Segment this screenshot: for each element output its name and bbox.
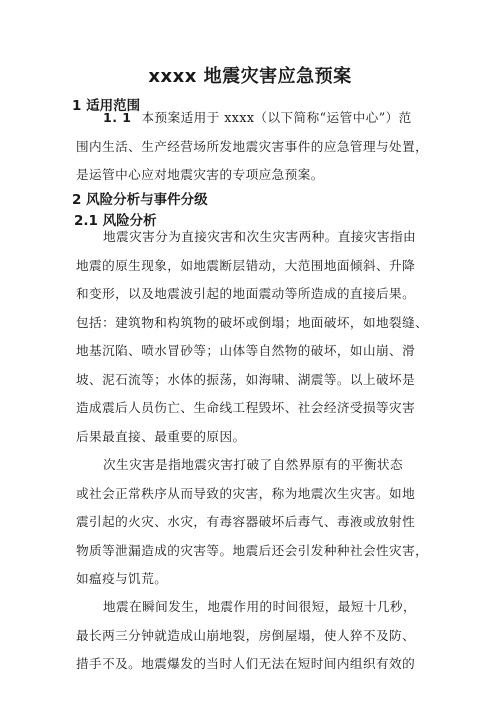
paragraph-line: 次生灾害是指地震灾害打破了自然界原有的平衡状态 bbox=[103, 457, 404, 472]
document-title: xxxx 地震灾害应急预案 bbox=[148, 66, 352, 87]
paragraph-line: 后果最直接、最重要的原因。 bbox=[76, 428, 246, 444]
clause-line-2: 围内生活、生产经营场所发地震灾害事件的应急管理与处置， bbox=[76, 138, 429, 154]
section-2-1-heading: 2.1 风险分析 bbox=[74, 213, 157, 229]
risk-paragraph-3 bbox=[76, 593, 436, 679]
clause-line-3: 是运管中心应对地震灾害的专项应急预案。 bbox=[76, 167, 324, 182]
paragraph-line: 造成震后人员伤亡、生命线工程毁坏、社会经济受损等灾害 bbox=[76, 400, 416, 415]
paragraph-line: 包括：建筑物和构筑物的破坏或倒塌；地面破坏，如地裂缝、 bbox=[76, 314, 429, 330]
paragraph-line: 如瘟疫与饥荒。 bbox=[76, 571, 168, 586]
paragraph-line: 最长两三分钟就造成山崩地裂，房倒屋塌，使人猝不及防、 bbox=[76, 627, 416, 643]
risk-paragraph-2 bbox=[76, 451, 436, 594]
paragraph-line: 物质等泄漏造成的灾害等。地震后还会引发种种社会性灾害， bbox=[76, 542, 429, 558]
paragraph-line: 地基沉陷、喷水冒砂等；山体等自然物的破坏，如山崩、滑 bbox=[76, 343, 416, 358]
clause-text: 本预案适用于 xxxx（以下简称“运管中心”）范 bbox=[141, 110, 412, 125]
section-2-heading: 2 风险分析与事件分级 bbox=[72, 192, 208, 208]
risk-paragraph-1 bbox=[76, 223, 436, 451]
paragraph-line: 坡、泥石流等；水体的振荡，如海啸、湖震等。以上破坏是 bbox=[76, 371, 416, 387]
section-1-clause bbox=[76, 104, 436, 190]
paragraph-line: 地震灾害分为直接灾害和次生灾害两种。直接灾害指由 bbox=[103, 229, 417, 244]
paragraph-line: 震引起的火灾、水灾，有毒容器破坏后毒气、毒液或放射性 bbox=[76, 514, 416, 529]
section-1-heading: 1 适用范围 bbox=[72, 98, 141, 114]
paragraph-line: 和变形，以及地震波引起的地面震动等所造成的直接后果。 bbox=[76, 286, 416, 301]
paragraph-line: 地震的原生现象，如地震断层错动，大范围地面倾斜、升降 bbox=[76, 257, 416, 273]
clause-number: 1. 1 bbox=[103, 110, 132, 125]
clause-line-1 bbox=[76, 104, 436, 133]
paragraph-line: 地震在瞬间发生，地震作用的时间很短，最短十几秒， bbox=[103, 599, 417, 614]
paragraph-line: 措手不及。地震爆发的当时人们无法在短时间内组织有效的 bbox=[76, 656, 416, 671]
paragraph-line: 或社会正常秩序从而导致的灾害，称为地震次生灾害。如地 bbox=[76, 485, 416, 501]
